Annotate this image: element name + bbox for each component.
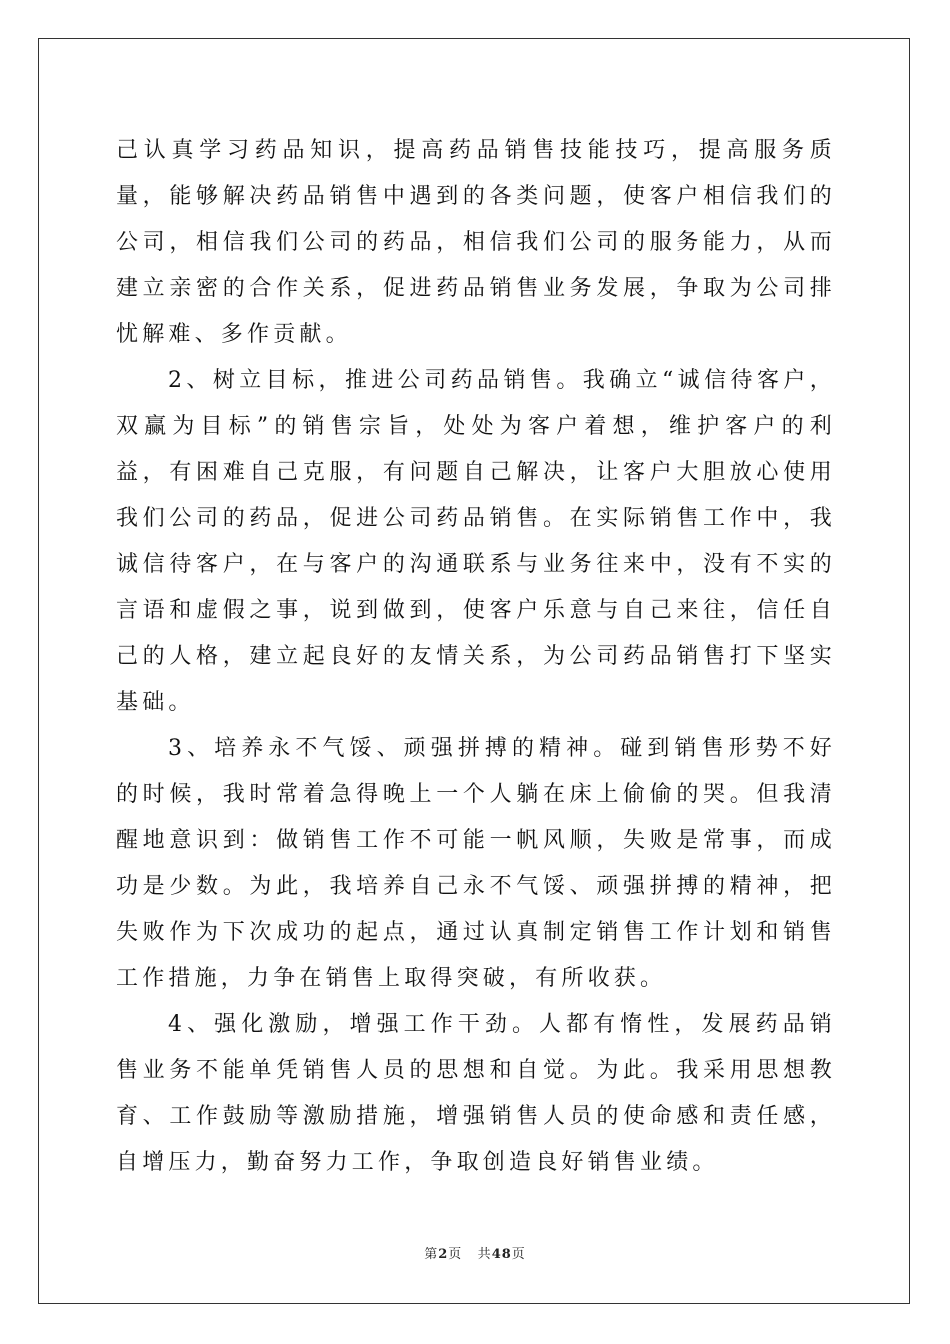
document-body <box>116 128 836 1186</box>
paragraph: 己认真学习药品知识，提高药品销售技能技巧，提高服务质量，能够解决药品销售中遇到的各类问题，使客户相信我们的公司，相信我们公司的药品，相信我们公司的服务能力，从而建立亲密的合作关系，促进药品销售业务发展，争取为公司排忧解难、多作贡献。 <box>116 138 836 347</box>
paragraph: 4、强化激励，增强工作干劲。人都有惰性，发展药品销售业务不能单凭销售人员的思想和自觉。为此。我采用思想教育、工作鼓励等激励措施，增强销售人员的使命感和责任感，自增压力，勤奋努力工作，争取创造良好销售业绩。 <box>116 1012 836 1175</box>
total-suffix: 页 <box>511 1247 526 1262</box>
paragraph: 3、培养永不气馁、顽强拼搏的精神。碰到销售形势不好的时候，我时常着急得晚上一个人躺在床上偷偷的哭。但我清醒地意识到：做销售工作不可能一帆风顺，失败是常事，而成功是少数。为此，我培养自己永不气馁、顽强拼搏的精神，把失败作为下次成功的起点，通过认真制定销售工作计划和销售工作措施，力争在销售上取得突破，有所收获。 <box>116 736 836 991</box>
paragraph: 2、树立目标，推进公司药品销售。我确立“诚信待客户，双赢为目标”的销售宗旨，处处为客户着想，维护客户的利益，有困难自己克服，有问题自己解决，让客户大胆放心使用我们公司的药品，促进公司药品销售。在实际销售工作中，我诚信待客户，在与客户的沟通联系与业务往来中，没有不实的言语和虚假之事，说到做到，使客户乐意与自己来往，信任自己的人格，建立起良好的友情关系，为公司药品销售打下坚实基础。 <box>116 368 836 715</box>
page-number: 2 <box>438 1247 449 1262</box>
total-pages: 48 <box>491 1247 512 1262</box>
total-prefix: 共 <box>477 1247 492 1262</box>
page-prefix: 第 <box>424 1247 439 1262</box>
page-suffix: 页 <box>448 1247 463 1262</box>
page-footer <box>0 1243 950 1262</box>
